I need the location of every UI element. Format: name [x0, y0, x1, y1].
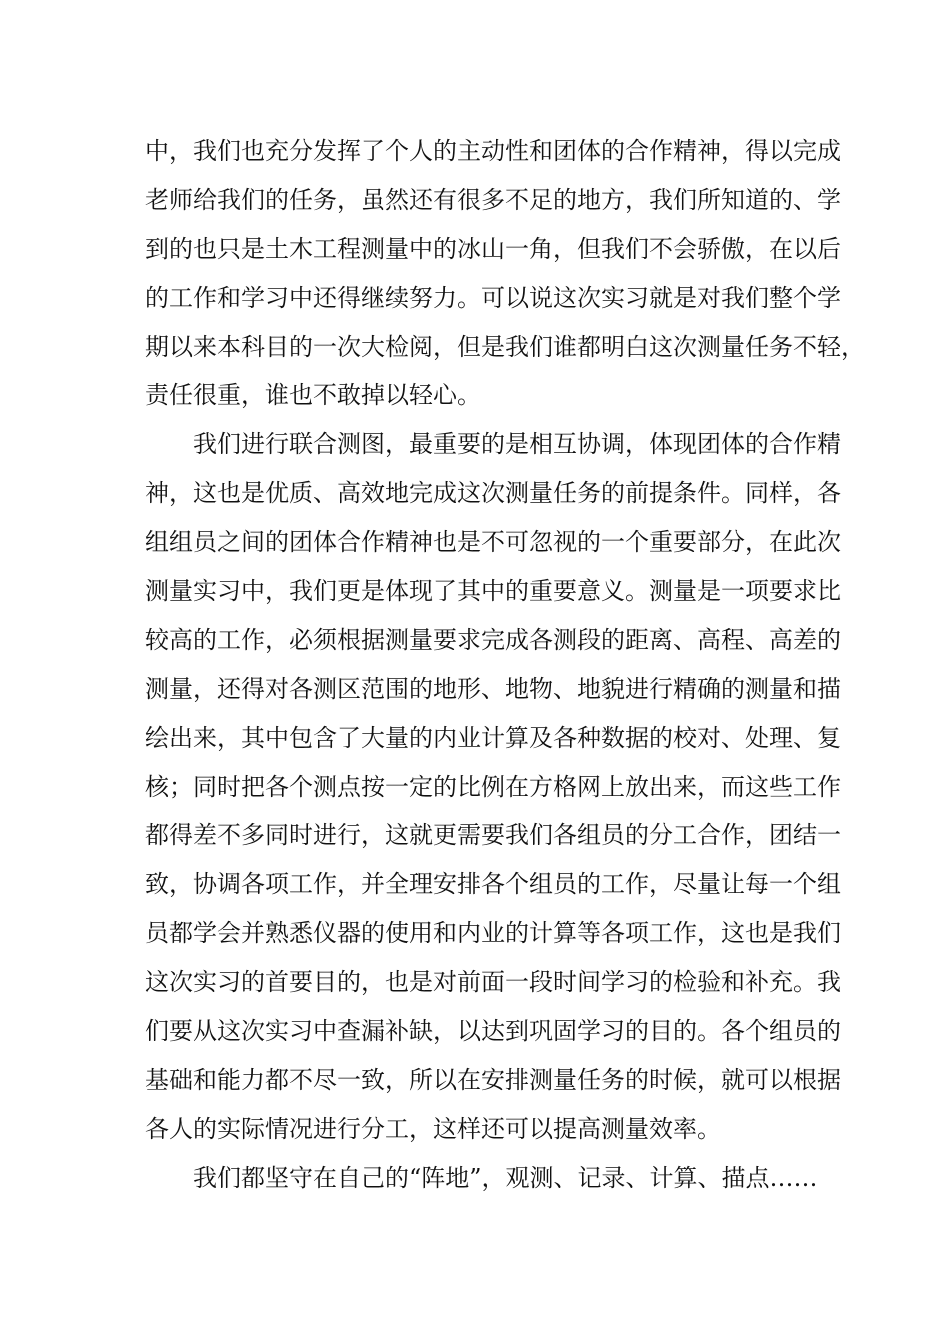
- text-line: 员都学会并熟悉仪器的使用和内业的计算等各项工作，这也是我们: [145, 919, 841, 948]
- text-line: 到的也只是土木工程测量中的冰山一角，但我们不会骄傲，在以后: [145, 234, 841, 263]
- text-line: 们要从这次实习中查漏补缺，以达到巩固学习的目的。各个组员的: [145, 1017, 841, 1046]
- text-line: 神，这也是优质、高效地完成这次测量任务的前提条件。同样，各: [145, 479, 841, 508]
- text-line: 致，协调各项工作，并全理安排各个组员的工作，尽量让每一个组: [145, 870, 841, 899]
- text-line: 绘出来，其中包含了大量的内业计算及各种数据的校对、处理、复: [145, 723, 841, 752]
- text-line: 核；同时把各个测点按一定的比例在方格网上放出来，而这些工作: [145, 772, 841, 801]
- text-line: 组组员之间的团体合作精神也是不可忽视的一个重要部分，在此次: [145, 528, 841, 557]
- text-line: 这次实习的首要目的，也是对前面一段时间学习的检验和补充。我: [145, 968, 841, 997]
- text-line: 测量实习中，我们更是体现了其中的重要意义。测量是一项要求比: [145, 577, 841, 606]
- paragraph-1: [145, 127, 865, 420]
- text-line: 的工作和学习中还得继续努力。可以说这次实习就是对我们整个学: [145, 283, 841, 312]
- text-line: 都得差不多同时进行，这就更需要我们各组员的分工合作，团结一: [145, 821, 841, 850]
- paragraph-2: [145, 420, 841, 1153]
- text-line: 期以来本科目的一次大检阅，但是我们谁都明白这次测量任务不轻，: [145, 332, 865, 361]
- text-line: 测量，还得对各测区范围的地形、地物、地貌进行精确的测量和描: [145, 674, 841, 703]
- text-line: 各人的实际情况进行分工，这样还可以提高测量效率。: [145, 1114, 721, 1143]
- paragraph-3: [145, 1154, 818, 1203]
- text-line: 较高的工作，必须根据测量要求完成各测段的距离、高程、高差的: [145, 625, 841, 654]
- text-line: 老师给我们的任务，虽然还有很多不足的地方，我们所知道的、学: [145, 185, 841, 214]
- body-text: [145, 127, 865, 1203]
- text-line: 责任很重，谁也不敢掉以轻心。: [145, 381, 481, 410]
- text-line: 中，我们也充分发挥了个人的主动性和团体的合作精神，得以完成: [145, 137, 841, 165]
- text-line: 基础和能力都不尽一致，所以在安排测量任务的时候，就可以根据: [145, 1065, 841, 1094]
- text-line: 我们都坚守在自己的“阵地”，观测、记录、计算、描点……: [193, 1163, 818, 1192]
- text-line: 我们进行联合测图，最重要的是相互协调，体现团体的合作精: [193, 430, 841, 459]
